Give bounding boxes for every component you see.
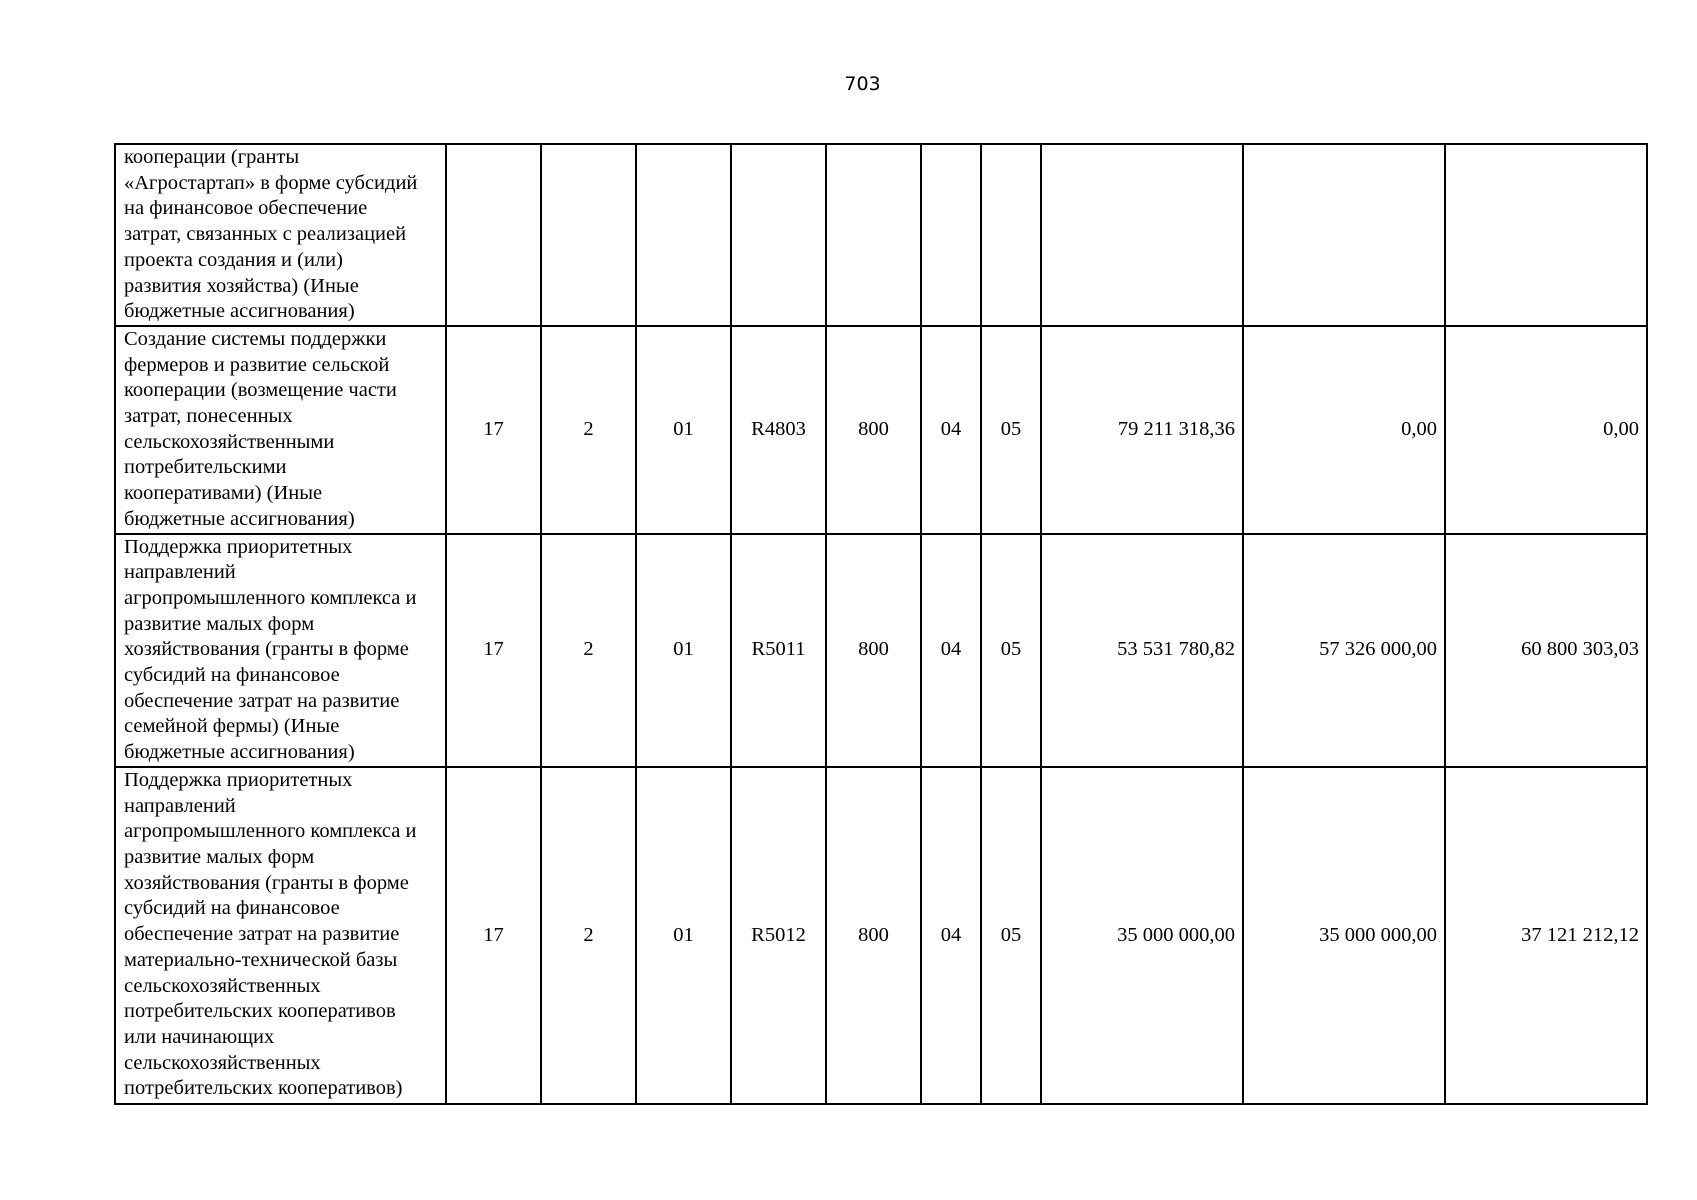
amount-year-3: 37 121 212,12: [1445, 767, 1647, 1104]
direction-code-cell: R4803: [731, 326, 826, 534]
section-code-cell: [921, 144, 981, 326]
subsection-code-cell: [981, 144, 1041, 326]
program-code-cell: 17: [446, 534, 541, 767]
activity-code-cell: 01: [636, 326, 731, 534]
amount-year-3: 60 800 303,03: [1445, 534, 1647, 767]
amount-year-2: 0,00: [1243, 326, 1445, 534]
program-code-cell: 17: [446, 767, 541, 1104]
page-number: 703: [844, 73, 881, 95]
program-code-cell: [446, 144, 541, 326]
subprogram-code-cell: [541, 144, 636, 326]
section-code-cell: 04: [921, 326, 981, 534]
amount-year-3: 0,00: [1445, 326, 1647, 534]
expense-type-cell: [826, 144, 921, 326]
program-code-cell: 17: [446, 326, 541, 534]
row-description: Создание системы поддержки фермеров и развитие сельской кооперации (возмещение части затрат, понесенных сельскохозяйственными потребительскими кооперативами) (Иные бюджетные ассигнования): [115, 326, 446, 534]
section-code-cell: 04: [921, 534, 981, 767]
activity-code-cell: [636, 144, 731, 326]
subsection-code-cell: 05: [981, 767, 1041, 1104]
table-row: [115, 534, 1647, 767]
amount-year-1: 53 531 780,82: [1041, 534, 1243, 767]
subsection-code-cell: 05: [981, 534, 1041, 767]
direction-code-cell: R5012: [731, 767, 826, 1104]
amount-year-2: 57 326 000,00: [1243, 534, 1445, 767]
activity-code-cell: 01: [636, 767, 731, 1104]
subprogram-code-cell: 2: [541, 326, 636, 534]
row-description: Поддержка приоритетных направлений агропромышленного комплекса и развитие малых форм хозяйствования (гранты в форме субсидий на финансовое обеспечение затрат на развитие материально-технической базы сельскохозяйственных потребительских кооперативов или начинающих сельскохозяйственных потребительских кооперативов): [115, 767, 446, 1104]
direction-code-cell: [731, 144, 826, 326]
section-code-cell: 04: [921, 767, 981, 1104]
amount-year-1: 35 000 000,00: [1041, 767, 1243, 1104]
amount-year-1: [1041, 144, 1243, 326]
amount-year-2: [1243, 144, 1445, 326]
amount-year-2: 35 000 000,00: [1243, 767, 1445, 1104]
row-description: кооперации (гранты «Агростартап» в форме субсидий на финансовое обеспечение затрат, связанных с реализацией проекта создания и (или) развития хозяйства) (Иные бюджетные ассигнования): [115, 144, 446, 326]
amount-year-3: [1445, 144, 1647, 326]
activity-code-cell: 01: [636, 534, 731, 767]
subprogram-code-cell: 2: [541, 767, 636, 1104]
amount-year-1: 79 211 318,36: [1041, 326, 1243, 534]
expense-type-cell: 800: [826, 534, 921, 767]
direction-code-cell: R5011: [731, 534, 826, 767]
expense-type-cell: 800: [826, 326, 921, 534]
table-row: [115, 144, 1647, 326]
budget-table: [114, 143, 1648, 1105]
table-row: [115, 326, 1647, 534]
row-description: Поддержка приоритетных направлений агропромышленного комплекса и развитие малых форм хозяйствования (гранты в форме субсидий на финансовое обеспечение затрат на развитие семейной фермы) (Иные бюджетные ассигнования): [115, 534, 446, 767]
subprogram-code-cell: 2: [541, 534, 636, 767]
expense-type-cell: 800: [826, 767, 921, 1104]
table-row: [115, 767, 1647, 1104]
subsection-code-cell: 05: [981, 326, 1041, 534]
